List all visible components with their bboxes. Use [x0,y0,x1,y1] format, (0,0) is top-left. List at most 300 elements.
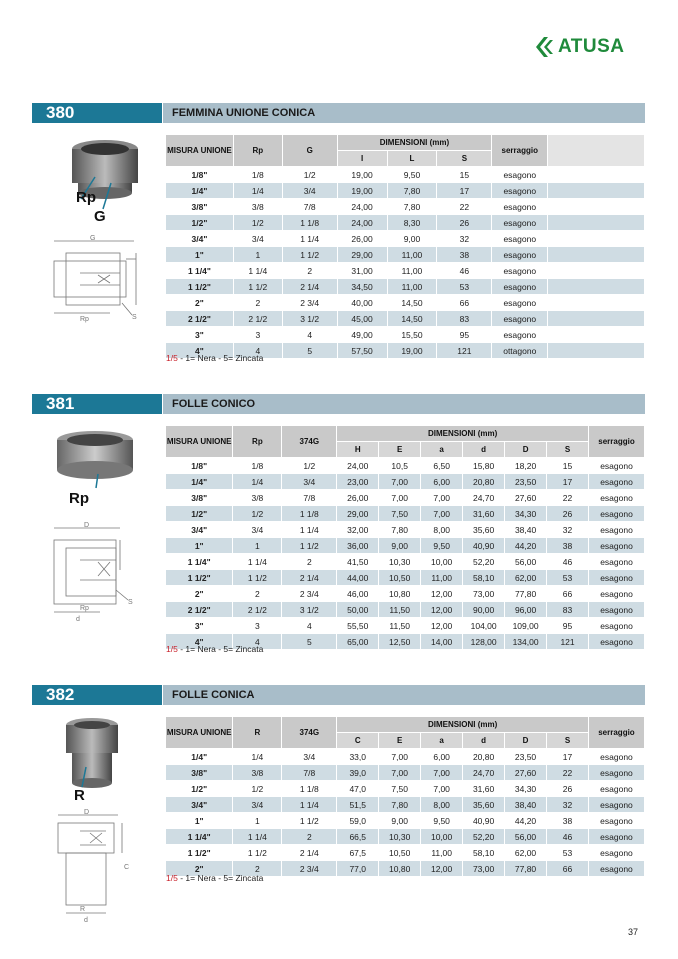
table-cell: 66 [547,586,589,602]
table-cell: 14,50 [387,295,437,311]
size-cell: 3" [166,618,233,634]
table-cell: 3/8 [233,765,282,781]
finish-note [166,873,263,883]
table-cell: 15 [547,458,589,474]
section-number: 382 [32,685,162,705]
table-cell: 10,50 [379,845,421,861]
table-row [166,279,645,295]
table-cell: 56,00 [505,829,547,845]
note-text: - 1= Nera - 5= Zincata [180,353,264,363]
table-cell: 23,00 [337,474,379,490]
table-cell: 95 [547,618,589,634]
table-cell: 15,50 [387,327,437,343]
table-cell: 65,00 [337,634,379,650]
table-cell: 11,00 [421,570,463,586]
table-cell: 34,30 [505,781,547,797]
table-cell: 66 [547,861,589,877]
table-cell: esagono [588,829,644,845]
table-cell: 24,70 [463,490,505,506]
table-cell: 11,50 [379,618,421,634]
brand-name: ATUSA [558,36,625,57]
table-cell: 1 1/4 [282,797,337,813]
section-title: FEMMINA UNIONE CONICA [163,103,645,123]
table-cell: esagono [588,765,644,781]
table-cell: 31,00 [337,263,387,279]
table-cell: 7,00 [379,749,421,765]
table-cell: 10,00 [421,554,463,570]
table-cell: 2 1/4 [282,279,337,295]
svg-text:Rp: Rp [80,316,89,323]
table-cell: 5 [282,343,337,359]
table-row [166,845,645,861]
header-g: G [282,135,337,167]
size-cell: 4" [166,343,233,359]
table-row [166,522,645,538]
table-cell: esagono [589,522,645,538]
blank-cell [548,231,645,247]
dim-g-label: G [90,235,96,242]
table-cell: 40,00 [337,295,387,311]
blank-cell [548,295,645,311]
table-cell: esagono [589,634,645,650]
header-misura: MISURA UNIONE [166,717,233,749]
size-cell: 2 1/2" [166,311,233,327]
header-dim-i: I [337,151,387,167]
table-row [166,247,645,263]
table-cell: 4 [282,327,337,343]
table-cell: 6,00 [421,749,463,765]
header-rp: Rp [233,426,282,458]
table-cell: 7,50 [379,781,421,797]
table-cell: 24,70 [463,765,505,781]
table-cell: 11,00 [387,279,437,295]
table-cell: 38 [437,247,492,263]
table-row [166,797,645,813]
table-cell: esagono [589,554,645,570]
header-dimensioni: DIMENSIONI (mm) [337,135,492,151]
header-misura: MISURA UNIONE [166,135,233,167]
table-380 [166,135,645,359]
table-cell: 3 [233,327,282,343]
table-cell: 7,00 [421,765,463,781]
table-cell: 10,80 [379,861,421,877]
table-cell: 27,60 [505,765,547,781]
table-row [166,327,645,343]
table-cell: 62,00 [505,845,547,861]
header-374g: 374G [282,717,337,749]
size-cell: 2" [166,861,233,877]
table-382 [166,717,645,877]
table-cell: 22 [437,199,492,215]
table-cell: 53 [547,570,589,586]
table-cell: esagono [589,570,645,586]
header-misura: MISURA UNIONE [166,426,233,458]
table-cell: 7,00 [379,765,421,781]
svg-text:D: D [84,809,90,816]
table-cell: 26,00 [337,490,379,506]
table-cell: 33,0 [337,749,379,765]
table-cell: 121 [437,343,492,359]
table-cell: 44,20 [505,538,547,554]
table-cell: 1 1/8 [282,781,337,797]
table-cell: 1/2 [282,458,337,474]
table-cell: 9,00 [379,538,421,554]
table-cell: 38 [547,538,589,554]
table-cell: 1/2 [233,215,282,231]
table-cell: esagono [589,538,645,554]
table-cell: 11,50 [379,602,421,618]
size-cell: 3/8" [166,765,233,781]
table-cell: esagono [589,602,645,618]
table-row [166,765,645,781]
table-cell: 53 [437,279,492,295]
table-cell: 8,00 [421,797,463,813]
table-cell: 45,00 [337,311,387,327]
table-cell: 26 [437,215,492,231]
header-dimensioni: DIMENSIONI (mm) [337,426,589,442]
header-dim-l: L [387,151,437,167]
table-cell: 1 1/2 [282,538,337,554]
header-dim-a: a [421,733,463,749]
table-cell: 34,50 [337,279,387,295]
table-cell: 2 1/4 [282,570,337,586]
note-text: - 1= Nera - 5= Zincata [180,644,264,654]
table-cell: 46 [547,829,589,845]
table-cell: 35,60 [463,522,505,538]
table-cell: 32 [437,231,492,247]
table-cell: 49,00 [337,327,387,343]
blank-cell [548,199,645,215]
table-cell: 1 1/8 [282,215,337,231]
table-cell: 2 [233,295,282,311]
table-cell: 10,30 [379,829,421,845]
table-cell: 2 1/2 [233,311,282,327]
size-cell: 2 1/2" [166,602,233,618]
table-cell: 22 [547,765,589,781]
size-cell: 1/4" [166,749,233,765]
table-cell: 1/4 [233,749,282,765]
size-cell: 1/2" [166,215,233,231]
table-cell: 11,00 [421,845,463,861]
size-cell: 1" [166,247,233,263]
size-cell: 1/4" [166,183,233,199]
table-row [166,749,645,765]
table-cell: 3/4 [282,183,337,199]
section-382 [32,685,645,923]
section-header [32,103,645,123]
table-cell: 2 3/4 [282,861,337,877]
table-cell: 7,80 [379,522,421,538]
table-row [166,781,645,797]
table-cell: 26,00 [337,231,387,247]
table-cell: 3 [233,618,282,634]
header-dim-h: H [337,442,379,458]
table-cell: 8,30 [387,215,437,231]
table-cell: 73,00 [463,586,505,602]
table-cell: 59,0 [337,813,379,829]
table-cell: 128,00 [463,634,505,650]
svg-text:D: D [84,522,90,529]
section-number: 381 [32,394,162,414]
table-cell: 7,50 [379,506,421,522]
table-cell: 46 [437,263,492,279]
table-row [166,199,645,215]
header-374g: 374G [282,426,337,458]
product-label-g: G [94,208,106,225]
size-cell: 3" [166,327,233,343]
table-row [166,215,645,231]
table-cell: esagono [492,199,548,215]
size-cell: 3/4" [166,231,233,247]
size-cell: 3/8" [166,490,233,506]
table-cell: 24,00 [337,458,379,474]
size-cell: 1 1/2" [166,279,233,295]
table-cell: 1 1/2 [282,813,337,829]
table-cell: 32 [547,797,589,813]
table-cell: ottagono [492,343,548,359]
header-dim-e: E [379,442,421,458]
table-cell: 1 1/4 [233,554,282,570]
table-cell: 58,10 [463,845,505,861]
svg-text:d: d [84,917,88,923]
table-cell: esagono [492,295,548,311]
finish-note [166,353,263,363]
table-cell: 7/8 [282,765,337,781]
table-cell: 62,00 [505,570,547,586]
table-cell: 58,10 [463,570,505,586]
technical-drawing-382 [50,809,140,923]
table-cell: 38,40 [505,797,547,813]
table-381 [166,426,645,650]
table-cell: 29,00 [337,247,387,263]
table-cell: esagono [589,474,645,490]
header-dimensioni: DIMENSIONI (mm) [337,717,589,733]
table-cell: 6,00 [421,474,463,490]
svg-text:S: S [128,599,133,606]
table-cell: esagono [588,797,644,813]
size-cell: 1 1/4" [166,263,233,279]
table-cell: 2 [282,829,337,845]
table-row [166,570,645,586]
table-cell: esagono [492,183,548,199]
table-cell: 1/2 [233,506,282,522]
table-row [166,586,645,602]
table-cell: 26 [547,781,589,797]
table-cell: 39,0 [337,765,379,781]
table-cell: 83 [437,311,492,327]
size-cell: 1 1/4" [166,829,233,845]
header-dim-d: d [463,442,505,458]
size-cell: 2" [166,295,233,311]
blank-cell [548,343,645,359]
table-cell: 6,50 [421,458,463,474]
table-cell: 56,00 [505,554,547,570]
table-row [166,829,645,845]
table-cell: 1 1/4 [282,231,337,247]
table-cell: 7,00 [421,781,463,797]
table-cell: 9,50 [421,538,463,554]
header-r: R [233,717,282,749]
table-cell: 1 1/2 [282,247,337,263]
table-cell: 66 [437,295,492,311]
blank-cell [548,279,645,295]
table-cell: 36,00 [337,538,379,554]
page-number: 37 [628,927,639,937]
table-cell: 24,00 [337,199,387,215]
table-cell: esagono [588,781,644,797]
table-cell: 4 [233,343,282,359]
table-row [166,813,645,829]
table-row [166,311,645,327]
table-cell: 3/4 [282,749,337,765]
header-dim-a: a [421,442,463,458]
table-cell: 2 1/2 [233,602,282,618]
table-cell: 11,00 [387,263,437,279]
table-cell: 12,00 [421,586,463,602]
table-cell: esagono [492,327,548,343]
table-cell: 19,00 [387,343,437,359]
table-cell: 1 1/2 [233,845,282,861]
table-cell: 46,00 [337,586,379,602]
table-cell: 27,60 [505,490,547,506]
table-row [166,263,645,279]
table-cell: 19,00 [337,167,387,183]
size-cell: 1 1/4" [166,554,233,570]
size-cell: 1 1/2" [166,845,233,861]
table-cell: esagono [492,263,548,279]
section-title: FOLLE CONICO [163,394,645,414]
blank-cell [548,327,645,343]
table-cell: 1/4 [233,183,282,199]
table-cell: esagono [589,506,645,522]
table-cell: 1 1/2 [233,570,282,586]
table-cell: 52,20 [463,554,505,570]
table-cell: 121 [547,634,589,650]
table-cell: 32,00 [337,522,379,538]
table-body-380 [166,167,645,359]
table-cell: esagono [589,618,645,634]
table-cell: 2 [282,263,337,279]
table-row [166,506,645,522]
header-dim-c: C [337,733,379,749]
table-cell: 66,5 [337,829,379,845]
table-cell: 1 [233,247,282,263]
table-cell: 2 3/4 [282,586,337,602]
blank-cell [548,247,645,263]
table-row [166,458,645,474]
table-cell: 10,80 [379,586,421,602]
table-cell: esagono [492,247,548,263]
table-cell: 18,20 [505,458,547,474]
table-cell: 9,00 [387,231,437,247]
table-cell: 52,20 [463,829,505,845]
table-cell: 9,50 [421,813,463,829]
table-cell: 35,60 [463,797,505,813]
table-cell: 15 [437,167,492,183]
header-dim-s: S [547,442,589,458]
table-cell: 11,00 [387,247,437,263]
table-cell: 1 1/8 [282,506,337,522]
table-cell: 9,00 [379,813,421,829]
size-cell: 3/4" [166,522,233,538]
table-cell: 17 [547,749,589,765]
size-cell: 4" [166,634,233,650]
table-cell: 32 [547,522,589,538]
table-cell: 3/8 [233,490,282,506]
header-dim-s: S [547,733,589,749]
table-cell: 4 [233,634,282,650]
table-cell: 1 1/4 [233,263,282,279]
svg-text:C: C [124,864,130,871]
table-cell: 38 [547,813,589,829]
blank-cell [548,215,645,231]
table-cell: 134,00 [505,634,547,650]
header-serraggio: serraggio [589,426,645,458]
table-row [166,295,645,311]
section-header [32,685,645,705]
table-cell: 7,00 [421,490,463,506]
table-row [166,167,645,183]
section-header [32,394,645,414]
size-cell: 1 1/2" [166,570,233,586]
table-cell: 44,20 [505,813,547,829]
size-cell: 1" [166,538,233,554]
table-cell: 12,00 [421,861,463,877]
table-cell: 50,00 [337,602,379,618]
table-cell: 53 [547,845,589,861]
blank-cell [548,263,645,279]
table-row [166,183,645,199]
table-cell: 31,60 [463,506,505,522]
table-cell: 77,80 [505,586,547,602]
product-label-r: R [74,787,85,804]
table-cell: 31,60 [463,781,505,797]
table-cell: 14,50 [387,311,437,327]
table-cell: 1/2 [282,167,337,183]
table-cell: esagono [588,813,644,829]
blank-cell [548,311,645,327]
table-cell: 83 [547,602,589,618]
product-photo-381 [54,430,136,490]
header-serraggio: serraggio [588,717,644,749]
product-photo-382 [62,717,122,793]
svg-text:d: d [76,616,80,622]
table-cell: 3/4 [233,522,282,538]
table-cell: 7,00 [421,506,463,522]
table-cell: 2 [282,554,337,570]
size-cell: 1/2" [166,506,233,522]
section-title: FOLLE CONICA [163,685,645,705]
table-cell: 17 [437,183,492,199]
table-cell: esagono [492,215,548,231]
table-cell: esagono [492,231,548,247]
product-label-rp: Rp [76,189,96,206]
table-cell: 3/4 [282,474,337,490]
table-cell: 57,50 [337,343,387,359]
table-cell: 1 1/2 [233,279,282,295]
table-cell: 55,50 [337,618,379,634]
header-dim-dd: D [505,442,547,458]
table-cell: 23,50 [505,474,547,490]
table-cell: 20,80 [463,474,505,490]
size-cell: 3/4" [166,797,233,813]
table-cell: 1 [233,538,282,554]
header-blank [548,135,645,167]
header-dim-e: E [379,733,421,749]
note-code: 1/5 [166,644,178,654]
product-label-rp: Rp [69,490,89,507]
table-cell: 5 [282,634,337,650]
